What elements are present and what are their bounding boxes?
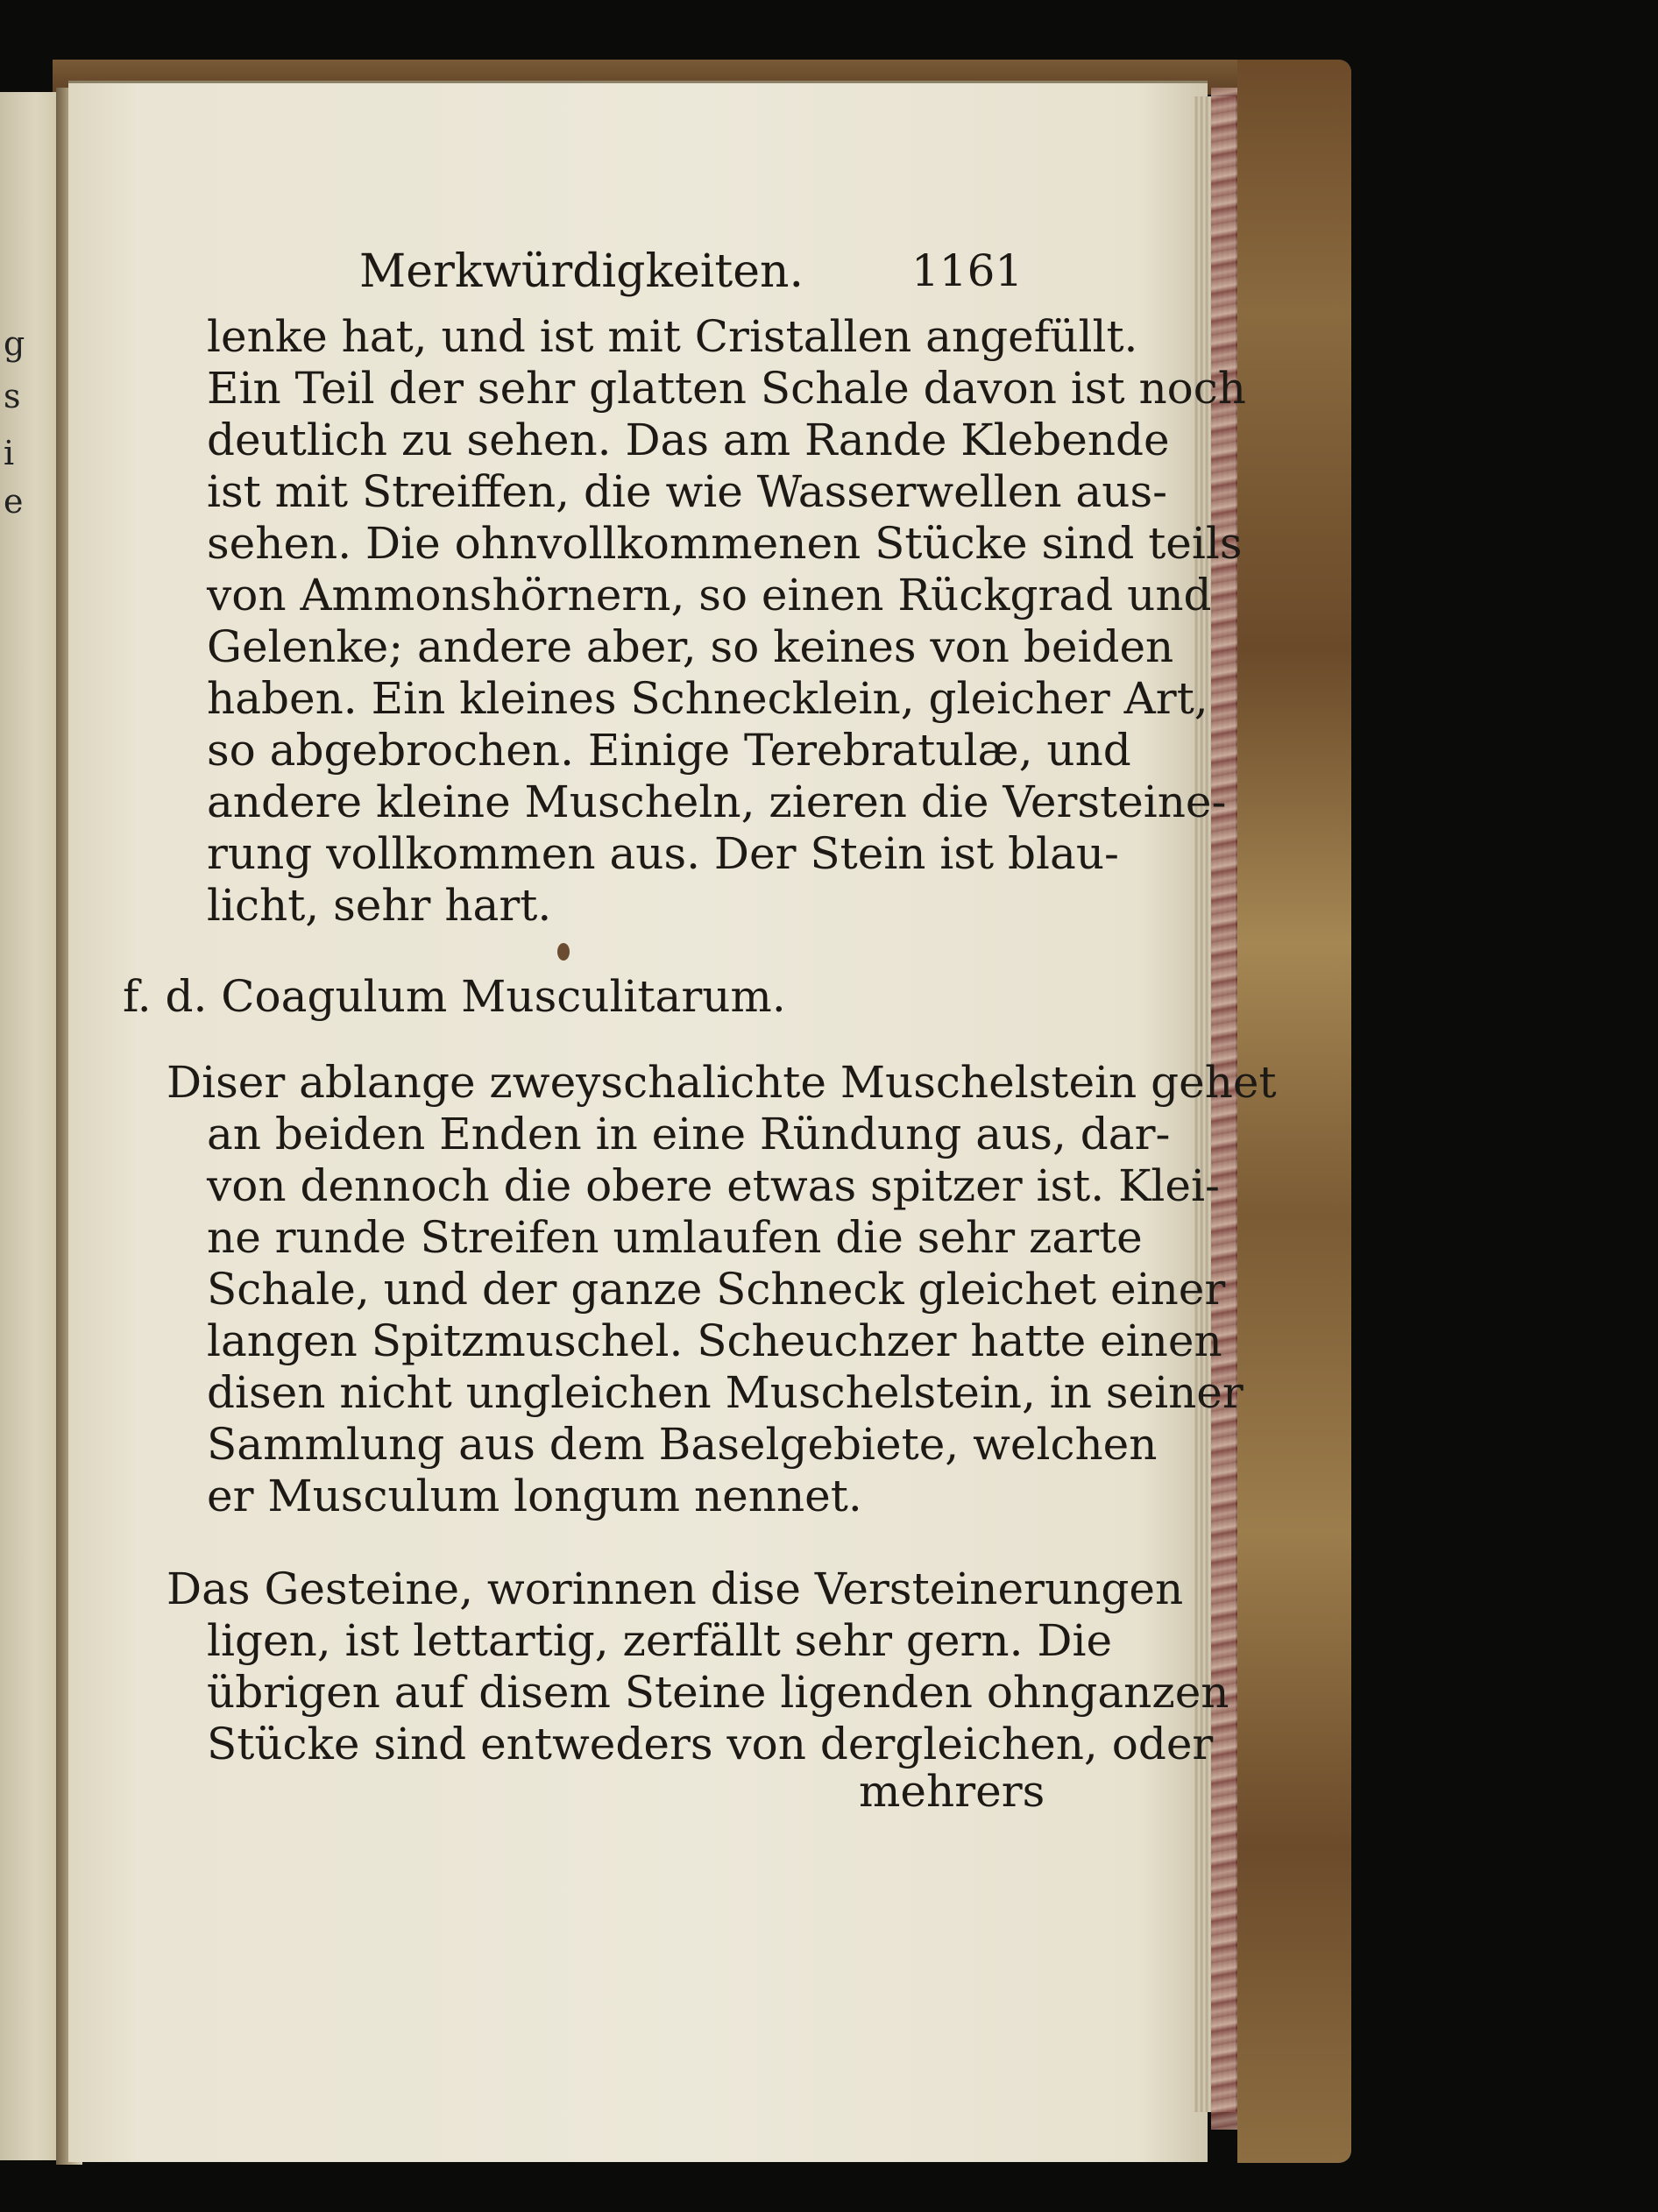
text-line: ligen, ist lettartig, zerfällt sehr gern. Die: [207, 1615, 1113, 1666]
text-line: Diser ablange zweyschalichte Muschelstein gehet: [167, 1057, 1277, 1108]
text-line: Schale, und der ganze Schneck gleichet einer: [207, 1264, 1226, 1315]
text-line: übrigen auf disem Steine ligenden ohnganzen: [207, 1667, 1229, 1718]
text-line: sehen. Die ohnvollkommenen Stücke sind teils: [207, 518, 1243, 569]
text-line: haben. Ein kleines Schnecklein, gleicher Art,: [207, 673, 1208, 724]
text-line: Das Gesteine, worinnen dise Versteinerungen: [167, 1563, 1184, 1614]
text-line: deutlich zu sehen. Das am Rande Klebende: [207, 415, 1170, 465]
text-line: andere kleine Muscheln, zieren die Versteine-: [207, 776, 1227, 827]
ink-spot: [557, 943, 570, 961]
text-line: ne runde Streifen umlaufen die sehr zarte: [207, 1212, 1143, 1263]
text-line: von dennoch die obere etwas spitzer ist. Klei-: [207, 1160, 1220, 1211]
running-header: Merkwürdigkeiten.: [359, 245, 804, 298]
text-line: lenke hat, und ist mit Cristallen angefüllt.: [207, 311, 1138, 362]
left-page-glyph: i: [4, 434, 15, 472]
text-line: Sammlung aus dem Baselgebiete, welchen: [207, 1419, 1158, 1470]
catchword: mehrers: [859, 1766, 1045, 1817]
page-number: 1161: [911, 245, 1024, 296]
text-line: Gelenke; andere aber, so keines von beiden: [207, 621, 1174, 672]
left-page-glyph: e: [4, 482, 24, 521]
text-line: langen Spitzmuschel. Scheuchzer hatte einen: [207, 1315, 1222, 1366]
left-page-glyph: s: [4, 377, 21, 415]
text-line: so abgebrochen. Einige Terebratulæ, und: [207, 725, 1131, 776]
text-line: von Ammonshörnern, so einen Rückgrad und: [207, 570, 1212, 620]
text-line: er Musculum longum nennet.: [207, 1471, 862, 1521]
text-line: an beiden Enden in eine Ründung aus, dar-: [207, 1109, 1171, 1159]
text-line: Stücke sind entweders von dergleichen, oder: [207, 1719, 1214, 1769]
text-line: rung vollkommen aus. Der Stein ist blau-: [207, 828, 1119, 879]
text-line: ist mit Streiffen, die wie Wasserwellen aus-: [207, 466, 1167, 517]
text-line: Ein Teil der sehr glatten Schale davon ist noch: [207, 363, 1246, 414]
section-heading: f. d. Coagulum Musculitarum.: [123, 971, 786, 1022]
left-page-glyph: g: [4, 324, 25, 363]
text-line: licht, sehr hart.: [207, 880, 552, 931]
text-line: disen nicht ungleichen Muschelstein, in seiner: [207, 1367, 1244, 1418]
